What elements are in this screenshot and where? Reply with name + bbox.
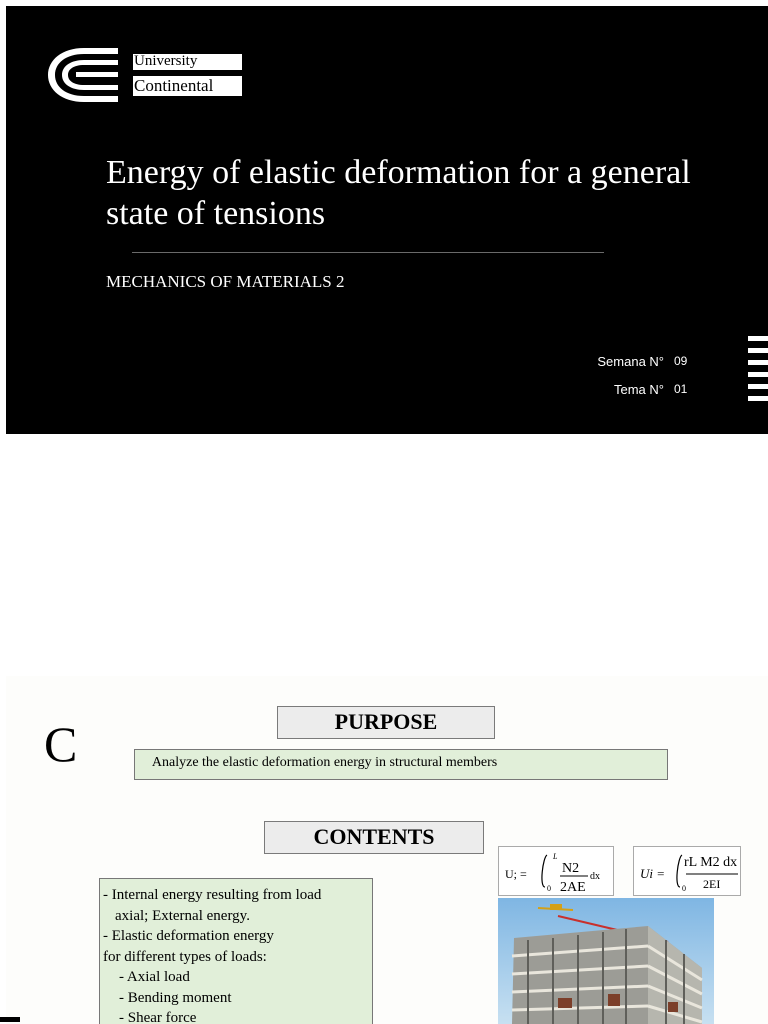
list-item: - Shear force	[119, 1010, 197, 1024]
semana-label: Semana N°	[597, 354, 664, 369]
contents-heading: CONTENTS	[264, 821, 484, 854]
list-item: axial; External energy.	[115, 907, 250, 924]
decorative-stripes	[748, 336, 768, 402]
bending-energy-formula	[633, 846, 741, 896]
formula1-lhs: U; =	[505, 867, 527, 881]
formula2-lhs: Ui =	[640, 866, 666, 881]
purpose-contents-slide	[6, 676, 768, 1024]
page-edge-mark	[0, 1017, 20, 1022]
slide-title: Energy of elastic deformation for a general state of tensions	[106, 154, 691, 232]
formula1-lower: 0	[547, 884, 551, 893]
formula1-denominator: 2AE	[560, 880, 586, 895]
course-subtitle: MECHANICS OF MATERIALS 2	[106, 272, 345, 291]
list-item: - Internal energy resulting from load	[103, 887, 322, 903]
list-item: - Axial load	[119, 969, 190, 985]
logo-text-university: University	[132, 53, 243, 71]
tema-value: 01	[674, 382, 688, 396]
list-item: for different types of loads:	[103, 948, 267, 965]
title-divider	[132, 252, 604, 253]
formula2-denominator: 2EI	[703, 877, 721, 891]
contents-list	[99, 878, 373, 1024]
purpose-heading: PURPOSE	[277, 706, 495, 739]
building-under-construction-photo	[498, 898, 714, 1024]
axial-energy-formula	[498, 846, 614, 896]
purpose-statement: Analyze the elastic deformation energy in structural members	[134, 749, 668, 780]
formula2-lower: 0	[682, 884, 686, 893]
title-slide	[6, 6, 768, 434]
formula1-upper: L	[553, 852, 558, 861]
tema-label: Tema N°	[614, 382, 664, 397]
list-item: - Elastic deformation energy	[103, 928, 274, 944]
logo-text-continental: Continental	[132, 75, 243, 97]
formula1-tail: dx	[590, 871, 600, 882]
list-item: - Bending moment	[119, 989, 232, 1006]
university-logo-icon	[46, 46, 122, 104]
formula1-numerator: N2	[562, 861, 580, 876]
corner-logo-letter: C	[44, 716, 78, 772]
semana-value: 09	[674, 354, 688, 368]
tema-row	[614, 382, 688, 397]
semana-row	[597, 354, 688, 369]
formula2-numerator: rL M2 dx	[684, 855, 738, 870]
